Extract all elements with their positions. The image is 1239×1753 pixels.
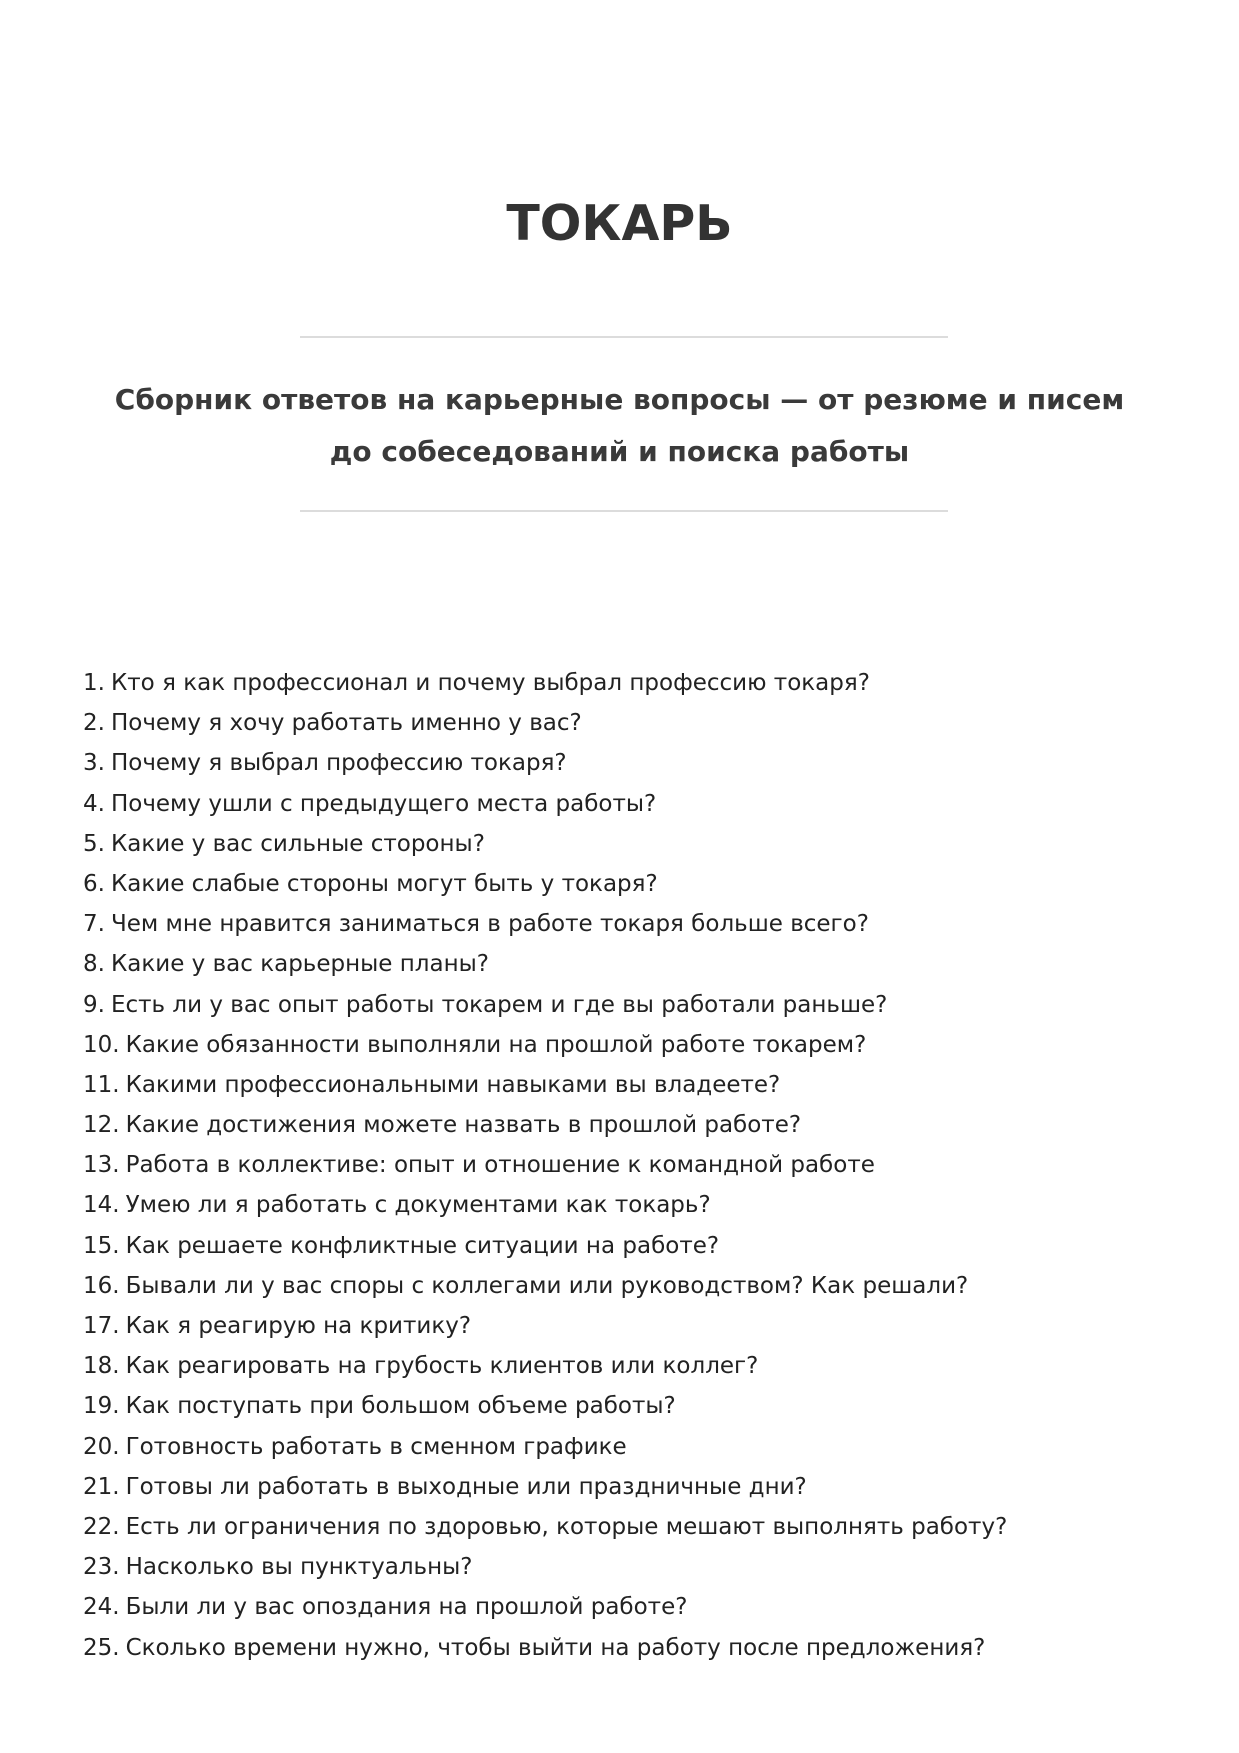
toc-item-number: 11. — [83, 1071, 120, 1098]
toc-item-text: Как поступать при большом объеме работы? — [125, 1393, 676, 1420]
toc-item-text: Бывали ли у вас споры с коллегами или руководством? Как решали? — [125, 1272, 969, 1299]
toc-item-number: 15. — [83, 1232, 120, 1259]
toc-item-text: Какие слабые стороны могут быть у токаря? — [110, 870, 658, 897]
toc-item-number: 6. — [83, 870, 105, 897]
toc-item[interactable] — [83, 703, 1183, 743]
toc-item-text: Сколько времени нужно, чтобы выйти на работу после предложения? — [125, 1634, 986, 1661]
toc-item[interactable] — [83, 864, 1183, 904]
toc-item-text: Кто я как профессионал и почему выбрал профессию токаря? — [110, 670, 870, 696]
toc-item[interactable] — [83, 904, 1183, 944]
toc-item-text: Есть ли у вас опыт работы токарем и где вы работали раньше? — [110, 991, 888, 1018]
toc-item-number: 19. — [83, 1393, 120, 1420]
toc-item-text: Как реагировать на грубость клиентов или коллег? — [125, 1353, 759, 1380]
toc-item-text: Почему ушли с предыдущего места работы? — [110, 790, 657, 817]
toc-item-text: Как я реагирую на критику? — [125, 1313, 472, 1339]
toc-item-number: 14. — [83, 1192, 120, 1219]
toc-item-text: Какие достижения можете назвать в прошлой работе? — [125, 1112, 802, 1139]
toc-item-number: 1. — [83, 670, 105, 696]
toc-item[interactable] — [83, 1507, 1183, 1547]
toc-item-number: 25. — [83, 1634, 120, 1661]
table-of-contents — [83, 663, 1183, 1668]
toc-item[interactable] — [83, 743, 1183, 783]
toc-item[interactable] — [83, 1547, 1183, 1587]
toc-item-number: 9. — [83, 991, 105, 1018]
page-title: ТОКАРЬ — [506, 195, 733, 252]
toc-item-number: 21. — [83, 1473, 120, 1500]
toc-item[interactable] — [83, 1306, 1183, 1346]
divider-top — [300, 336, 948, 338]
toc-item-text: Чем мне нравится заниматься в работе токаря больше всего? — [110, 911, 869, 938]
toc-item-text: Почему я выбрал профессию токаря? — [110, 750, 567, 777]
toc-item[interactable] — [83, 824, 1183, 864]
toc-item-number: 17. — [83, 1313, 120, 1339]
toc-item-text: Умею ли я работать с документами как токарь? — [125, 1192, 711, 1219]
toc-item-text: Какие у вас карьерные планы? — [110, 951, 489, 978]
toc-item-text: Работа в коллективе: опыт и отношение к командной работе — [125, 1152, 875, 1179]
toc-item-text: Готовы ли работать в выходные или праздничные дни? — [125, 1473, 807, 1500]
toc-item[interactable] — [83, 944, 1183, 984]
toc-item-text: Как решаете конфликтные ситуации на работе? — [125, 1232, 720, 1259]
toc-item-number: 8. — [83, 951, 105, 978]
toc-item-text: Какие у вас сильные стороны? — [110, 830, 485, 857]
toc-item[interactable] — [83, 1226, 1183, 1266]
toc-item-number: 10. — [83, 1031, 120, 1058]
toc-item-number: 4. — [83, 790, 105, 817]
toc-item[interactable] — [83, 1346, 1183, 1386]
toc-item-text: Почему я хочу работать именно у вас? — [110, 710, 582, 737]
toc-item[interactable] — [83, 1386, 1183, 1426]
toc-item-number: 16. — [83, 1272, 120, 1299]
toc-item[interactable] — [83, 985, 1183, 1025]
toc-item[interactable] — [83, 1185, 1183, 1225]
toc-item[interactable] — [83, 1628, 1183, 1668]
toc-item-number: 5. — [83, 830, 105, 857]
toc-item-text: Были ли у вас опоздания на прошлой работе? — [125, 1594, 688, 1621]
toc-item[interactable] — [83, 784, 1183, 824]
toc-item-text: Есть ли ограничения по здоровью, которые мешают выполнять работу? — [125, 1513, 1008, 1540]
toc-item[interactable] — [83, 1025, 1183, 1065]
toc-item[interactable] — [83, 1587, 1183, 1627]
toc-item[interactable] — [83, 1266, 1183, 1306]
toc-item[interactable] — [83, 1145, 1183, 1185]
divider-bottom — [300, 510, 948, 512]
toc-item-number: 7. — [83, 911, 105, 938]
toc-item-number: 2. — [83, 710, 105, 737]
toc-item-number: 20. — [83, 1433, 120, 1460]
toc-item-number: 13. — [83, 1152, 120, 1179]
toc-item-text: Какие обязанности выполняли на прошлой работе токарем? — [125, 1031, 867, 1058]
toc-item-text: Готовность работать в сменном графике — [125, 1433, 627, 1460]
toc-item[interactable] — [83, 1467, 1183, 1507]
toc-item-text: Насколько вы пунктуальны? — [125, 1554, 473, 1581]
toc-item[interactable] — [83, 1105, 1183, 1145]
toc-item-text: Какими профессиональными навыками вы владеете? — [125, 1071, 781, 1098]
toc-item[interactable] — [83, 1427, 1183, 1467]
toc-item[interactable] — [83, 663, 1183, 703]
toc-item-number: 22. — [83, 1513, 120, 1540]
subtitle: Сборник ответов на карьерные вопросы — от резюме и писем до собеседований и поиска работы — [114, 383, 1125, 468]
toc-item-number: 12. — [83, 1112, 120, 1139]
toc-item-number: 3. — [83, 750, 105, 777]
toc-item-number: 23. — [83, 1554, 120, 1581]
toc-item-number: 18. — [83, 1353, 120, 1380]
toc-item[interactable] — [83, 1065, 1183, 1105]
toc-item-number: 24. — [83, 1594, 120, 1621]
